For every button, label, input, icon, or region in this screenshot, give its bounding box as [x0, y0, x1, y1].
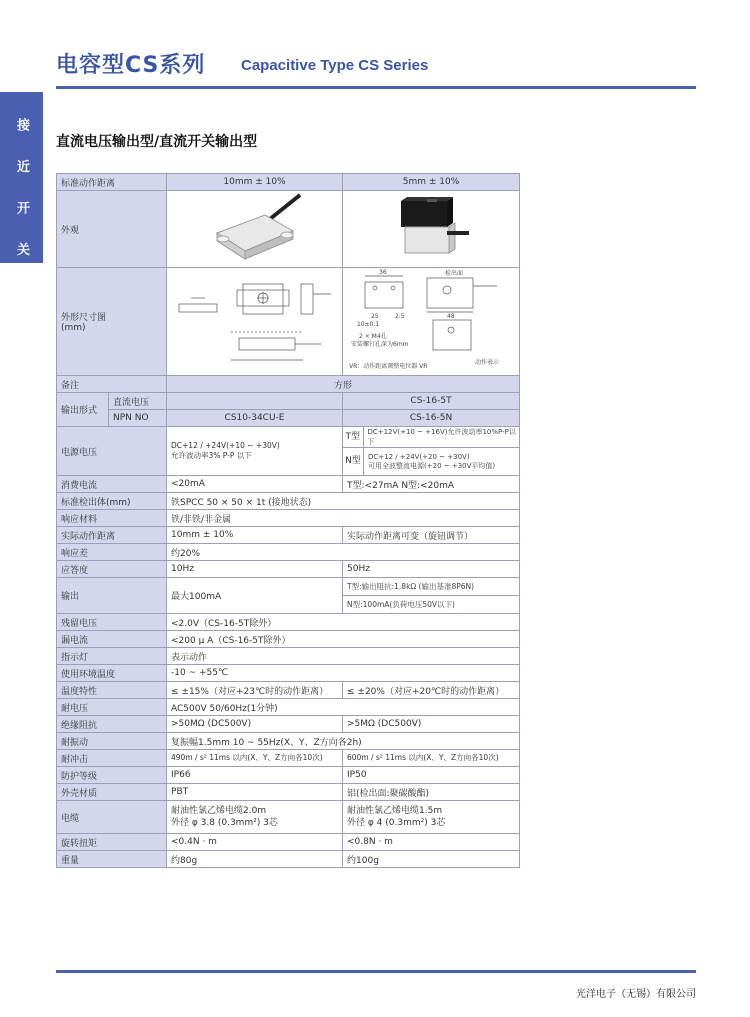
cell-value: T型:<27mA N型:<20mA	[343, 476, 520, 493]
vr-note: VR：动作距离调整电位器 VR	[349, 363, 428, 370]
section-subtitle: 直流电压输出型/直流开关输出型	[56, 134, 258, 150]
row-label: 漏电流	[57, 631, 167, 648]
cell-value: 铁/非铁/非金属	[167, 510, 520, 527]
row-label: 消费电流	[57, 476, 167, 493]
dimension-drawing-5mm	[347, 268, 517, 372]
cell-value: CS-16-5T	[343, 393, 520, 410]
cell-value: 约20%	[167, 544, 520, 561]
page-title-cn: 电容型CS系列	[56, 53, 206, 78]
dim-label: 25	[371, 313, 379, 320]
cell-value: 最大100mA	[167, 578, 343, 614]
led-note: 动作表示	[475, 359, 500, 366]
cell-value: 约100g	[343, 851, 520, 868]
cell-value: >50MΩ (DC500V)	[167, 716, 343, 733]
dim-label: 2.5	[395, 313, 405, 320]
cell-value	[167, 393, 343, 410]
table-row	[57, 784, 520, 801]
row-label: 外壳材质	[57, 784, 167, 801]
row-label: 实际动作距离	[57, 527, 167, 544]
table-row	[57, 191, 520, 268]
table-row	[57, 174, 520, 191]
row-label: 外观	[57, 191, 167, 268]
top-divider	[56, 86, 696, 89]
screw-hole-note: 2 × M4孔	[359, 333, 387, 340]
cell-value: 表示动作	[167, 648, 520, 665]
cell-value: CS-16-5N	[343, 410, 520, 427]
cell-value: 复振幅1.5mm 10 ~ 55Hz(X、Y、Z方向各2h)	[167, 733, 520, 750]
row-sublabel: 直流电压	[109, 393, 167, 410]
cell-value: 耐油性氯乙烯电缆2.0m 外径 φ 3.8 (0.3mm²) 3芯	[167, 801, 343, 834]
table-row	[57, 493, 520, 510]
table-row	[57, 268, 520, 376]
dim-label: 48	[447, 313, 455, 320]
cell-value: PBT	[167, 784, 343, 801]
cell-value: 实际动作距离可变（旋钮调节）	[343, 527, 520, 544]
row-label: 指示灯	[57, 648, 167, 665]
sensor-photo-10mm	[195, 191, 315, 267]
cell-value: 10mm ± 10%	[167, 174, 343, 191]
row-label: 标准动作距离	[57, 174, 167, 191]
table-row	[57, 665, 520, 682]
cell-value: CS10-34CU-E	[167, 410, 343, 427]
table-row	[57, 544, 520, 561]
cell-value: 铁SPCC 50 × 50 × 1t (接地状态)	[167, 493, 520, 510]
cell-value: 10Hz	[167, 561, 343, 578]
cell-value: >5MΩ (DC500V)	[343, 716, 520, 733]
t-type-label: T型	[343, 427, 364, 447]
row-label: 电缆	[57, 801, 167, 834]
row-label: 耐电压	[57, 699, 167, 716]
row-label: 标准检出体(mm)	[57, 493, 167, 510]
table-row	[57, 767, 520, 784]
dimension-drawing-10mm	[171, 270, 339, 370]
table-row	[57, 682, 520, 699]
row-label: 输出	[57, 578, 167, 614]
row-label: 防护等级	[57, 767, 167, 784]
cell-value: ≤ ±15%（对应+23℃时的动作距离）	[167, 682, 343, 699]
cell-value: <0.8N · m	[343, 834, 520, 851]
cell-value: -10 ~ +55℃	[167, 665, 520, 682]
cell-value: 490m / s² 11ms 以内(X、Y、Z方向各10次)	[167, 750, 343, 767]
table-row	[57, 561, 520, 578]
table-row	[57, 427, 520, 476]
row-label: 重量	[57, 851, 167, 868]
table-row	[57, 527, 520, 544]
table-row	[57, 614, 520, 631]
table-row	[57, 699, 520, 716]
row-sublabel: NPN NO	[109, 410, 167, 427]
row-label: 响应差	[57, 544, 167, 561]
row-label: 使用环境温度	[57, 665, 167, 682]
cell-value: 5mm ± 10%	[343, 174, 520, 191]
table-row	[57, 716, 520, 733]
cell-value: AC500V 50/60Hz(1分钟)	[167, 699, 520, 716]
t-type-value: DC+12V(+10 ~ +16V)允许波动率10%P-P以下	[367, 428, 516, 446]
row-label: 应答度	[57, 561, 167, 578]
row-label: 温度特性	[57, 682, 167, 699]
cell-value	[343, 427, 520, 476]
cell-value: <0.4N · m	[167, 834, 343, 851]
dim-label: 36	[379, 269, 387, 276]
table-row	[57, 510, 520, 527]
out-n-value: N型:100mA(负荷电压50V以下)	[347, 600, 455, 609]
dimension-drawing-b	[343, 268, 520, 376]
cell-value: ≤ ±20%（对应+20℃时的动作距离）	[343, 682, 520, 699]
cell-value: 耐油性氯乙烯电缆1.5m 外径 φ 4 (0.3mm²) 3芯	[343, 801, 520, 834]
cell-value: <20mA	[167, 476, 343, 493]
table-row	[57, 578, 520, 614]
bottom-divider	[56, 970, 696, 973]
cell-value: IP50	[343, 767, 520, 784]
sensor-photo-5mm	[371, 191, 491, 267]
cell-value: 方形	[167, 376, 520, 393]
cell-value: 约80g	[167, 851, 343, 868]
cell-value: 600m / s² 11ms 以内(X、Y、Z方向各10次)	[343, 750, 520, 767]
table-row	[57, 631, 520, 648]
company-name: 光洋电子（无锡）有限公司	[576, 989, 696, 1000]
cell-value: DC+12 / +24V(+10 ~ +30V) 允许波动率3% P-P 以下	[167, 427, 343, 476]
product-photo-b	[343, 191, 520, 268]
table-row	[57, 801, 520, 834]
row-label: 耐振动	[57, 733, 167, 750]
cell-value	[343, 578, 520, 614]
table-row	[57, 733, 520, 750]
table-row	[57, 476, 520, 493]
cell-value: <2.0V（CS-16-5T除外）	[167, 614, 520, 631]
row-label: 电源电压	[57, 427, 167, 476]
cell-value: 50Hz	[343, 561, 520, 578]
cell-value: IP66	[167, 767, 343, 784]
side-tab-label: 接 近 开 关	[14, 118, 29, 268]
cell-value: 铝(检出面:聚碳酸酯)	[343, 784, 520, 801]
row-label: 备注	[57, 376, 167, 393]
row-label: 旋转扭矩	[57, 834, 167, 851]
detect-face-note: 检出面	[445, 270, 464, 277]
table-row	[57, 376, 520, 393]
dimension-drawing-a	[167, 268, 343, 376]
dim-label: 10±0.1	[357, 321, 380, 328]
n-type-value: DC+12 / +24V(+20 ~ +30V) 可用全波整流电源(+20 ~ +30V平均值)	[368, 452, 496, 470]
row-label: 外形尺寸图 (mm)	[57, 268, 167, 376]
table-row	[57, 648, 520, 665]
spec-table	[56, 173, 520, 868]
out-t-value: T型:输出阻抗:1.8kΩ (输出基准8P6N)	[343, 578, 519, 596]
table-row	[57, 834, 520, 851]
product-photo-a	[167, 191, 343, 268]
screw-depth-note: 安装螺钉孔深为6mm	[351, 341, 409, 348]
n-type-label: N型	[343, 448, 364, 475]
row-label: 输出形式	[57, 393, 109, 427]
row-label: 耐冲击	[57, 750, 167, 767]
page-title-en: Capacitive Type CS Series	[241, 57, 429, 74]
table-row	[57, 410, 520, 427]
cell-value: 10mm ± 10%	[167, 527, 343, 544]
row-label: 响应材料	[57, 510, 167, 527]
table-row	[57, 393, 520, 410]
table-row	[57, 851, 520, 868]
table-row	[57, 750, 520, 767]
row-label: 绝缘阻抗	[57, 716, 167, 733]
row-label: 残留电压	[57, 614, 167, 631]
cell-value: <200 μ A（CS-16-5T除外）	[167, 631, 520, 648]
